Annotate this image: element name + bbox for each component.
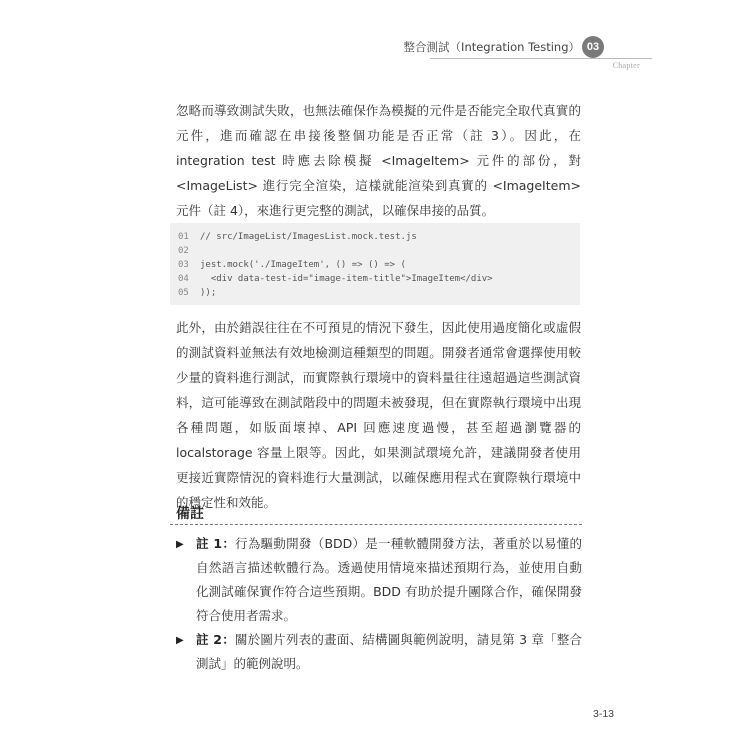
code-line — [170, 244, 580, 258]
code-text: jest.mock('./ImageItem', () => () => ( — [200, 260, 406, 270]
note-item — [176, 628, 582, 676]
line-number: 04 — [178, 274, 189, 284]
header-divider — [430, 58, 652, 59]
chapter-label: Chapter — [612, 61, 640, 70]
body-paragraph-1: 忽略而導致測試失敗，也無法確保作為模擬的元件是否能完全取代真實的元件，進而確認在串接後整個功能是否正常（註 3）。因此，在 integration test 時應去除模擬 <ImageItem> 元件的部份，對 <ImageList> 進行完全渲染，這樣就能渲染到真實的 <ImageItem> 元件（註 4），來進行更完整的測試，以確保串接的品質。 — [176, 103, 581, 218]
code-line — [170, 230, 580, 244]
note-body — [196, 628, 582, 676]
triangle-bullet-icon: ▶ — [176, 539, 184, 550]
code-text: // src/ImageList/ImagesList.mock.test.js — [200, 232, 417, 242]
line-number: 02 — [178, 246, 189, 256]
page-number: 3-13 — [593, 708, 615, 720]
note-text: 行為驅動開發（BDD）是一種軟體開發方法，著重於以易懂的自然語言描述軟體行為。透過使用情境來描述預期行為，並使用自動化測試確保實作符合這些預期。BDD 有助於提升團隊合作，確保開發符合使用者需求。 — [196, 536, 582, 623]
note-label: 註 2： — [196, 632, 235, 647]
header-title: 整合測試（Integration Testing） — [403, 40, 580, 54]
code-line — [170, 286, 580, 300]
line-number: 03 — [178, 260, 189, 270]
code-block — [170, 223, 580, 305]
code-text: )); — [200, 288, 217, 298]
body-paragraph-2: 此外，由於錯誤往往在不可預見的情況下發生，因此使用過度簡化或虛假的測試資料並無法有效地檢測這種類型的問題。開發者通常會選擇使用較少量的資料進行測試，而實際執行環境中的資料量往往遠超過這些測試資料，這可能導致在測試階段中的問題未被發現，但在實際執行環境中出現各種問題，如版面壞掉、API 回應速度過慢，甚至超過瀏覽器的 localstorage 容量上限等。因此，如果測試環境允許，建議開發者使用更接近實際情況的資料進行大量測試，以確保應用程式在實際執行環境中的穩定性和效能。 — [176, 320, 581, 510]
code-text: <div data-test-id="image-item-title">ImageItem</div> — [200, 274, 493, 284]
code-line — [170, 258, 580, 272]
line-number: 01 — [178, 232, 189, 242]
code-line — [170, 272, 580, 286]
notes-divider — [170, 524, 582, 525]
page-header — [0, 0, 750, 80]
note-text: 關於圖片列表的畫面、結構圖與範例說明，請見第 3 章「整合測試」的範例說明。 — [196, 632, 582, 671]
note-label: 註 1： — [196, 536, 236, 551]
notes-heading: 備註 — [176, 506, 204, 522]
note-item — [176, 532, 582, 628]
chapter-number-badge: 03 — [582, 36, 604, 58]
line-number: 05 — [178, 288, 189, 298]
triangle-bullet-icon: ▶ — [176, 635, 184, 646]
note-body — [196, 532, 582, 628]
